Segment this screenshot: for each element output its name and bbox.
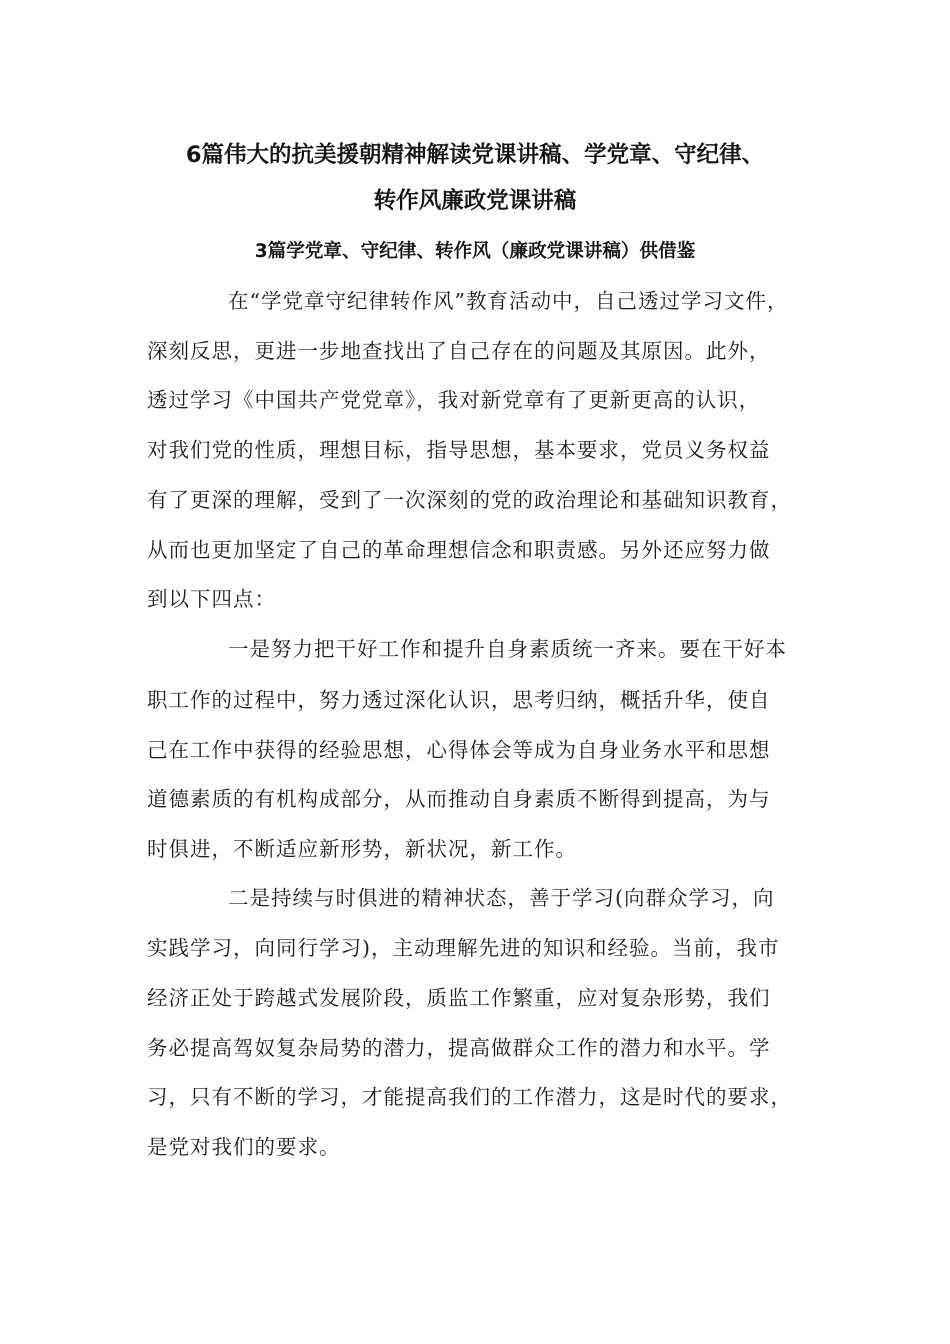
paragraph-line: 一是努力把干好工作和提升自身素质统一齐来。要在干好本: [228, 637, 787, 661]
paragraph-line: 从而也更加坚定了自己的革命理想信念和职责感。另外还应努力做: [147, 538, 771, 562]
document-subtitle: 3篇学党章、守纪律、转作风（廉政党课讲稿）供借鉴: [254, 241, 696, 262]
paragraph-line: 二是持续与时俱进的精神状态，善于学习(向群众学习，向: [228, 886, 775, 910]
document-title-line-2: 转作风廉政党课讲稿: [373, 188, 577, 214]
paragraph-line: 有了更深的理解，受到了一次深刻的党的政治理论和基础知识教育，: [147, 488, 792, 512]
paragraph-line: 是党对我们的要求。: [147, 1135, 341, 1159]
paragraph-line: 时俱进，不断适应新形势，新状况，新工作。: [147, 837, 577, 861]
paragraph-line: 在“学党章守纪律转作风”教育活动中，自己透过学习文件，: [228, 289, 789, 313]
paragraph-line: 经济正处于跨越式发展阶段，质监工作繁重，应对复杂形势，我们: [147, 986, 771, 1010]
paragraph-line: 己在工作中获得的经验思想，心得体会等成为自身业务水平和思想: [147, 738, 771, 762]
paragraph-line: 习，只有不断的学习，才能提高我们的工作潜力，这是时代的要求，: [147, 1085, 792, 1109]
document-title-line-1: 6篇伟大的抗美援朝精神解读党课讲稿、学党章、守纪律、: [185, 142, 765, 168]
paragraph-line: 对我们党的性质，理想目标，指导思想，基本要求，党员义务权益: [147, 438, 771, 462]
paragraph-line: 实践学习，向同行学习)，主动理解先进的知识和经验。当前，我市: [147, 936, 780, 960]
paragraph-line: 务必提高驾奴复杂局势的潜力，提高做群众工作的潜力和水平。学: [147, 1036, 771, 1060]
paragraph-line: 透过学习《中国共产党党章》，我对新党章有了更新更高的认识，: [147, 388, 761, 412]
paragraph-line: 职工作的过程中，努力透过深化认识，思考归纳，概括升华，使自: [147, 688, 771, 712]
paragraph-line: 到以下四点：: [147, 587, 276, 611]
paragraph-line: 道德素质的有机构成部分，从而推动自身素质不断得到提高，为与: [147, 787, 771, 811]
paragraph-line: 深刻反思，更进一步地查找出了自己存在的问题及其原因。此外，: [147, 339, 771, 363]
